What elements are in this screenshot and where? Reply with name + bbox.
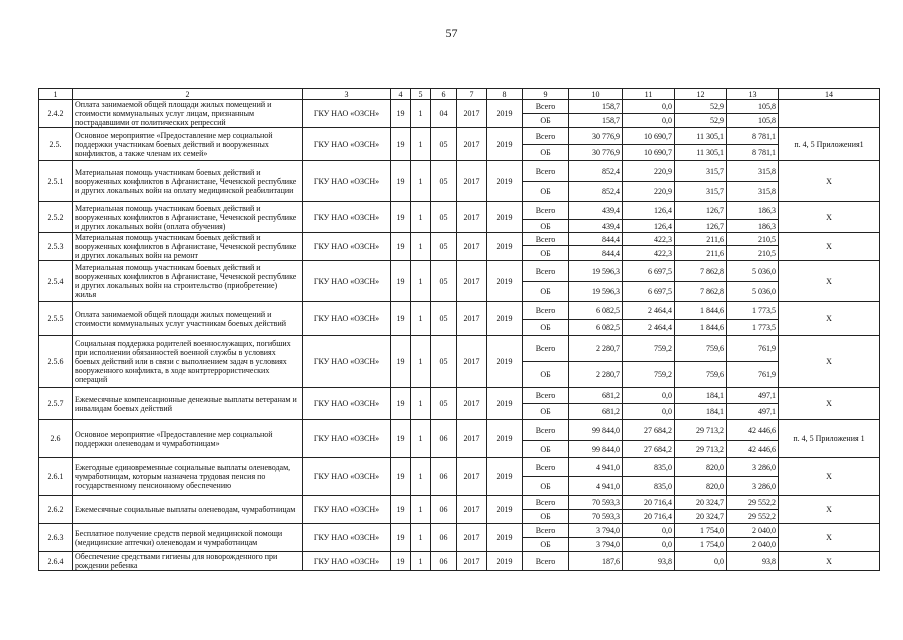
total-value: 439,4 xyxy=(569,220,623,233)
funding-source: ОБ xyxy=(523,145,569,161)
value-2018: 29 713,2 xyxy=(675,420,727,441)
code-col4: 19 xyxy=(391,128,411,161)
total-value: 2 280,7 xyxy=(569,336,623,362)
end-year: 2019 xyxy=(487,100,523,128)
funding-source: Всего xyxy=(523,496,569,510)
funding-source: Всего xyxy=(523,128,569,145)
header-cell: 2 xyxy=(73,89,303,100)
value-2017: 0,0 xyxy=(623,404,675,420)
value-2019: 2 040,0 xyxy=(727,524,779,538)
value-2019: 497,1 xyxy=(727,404,779,420)
value-2017: 759,2 xyxy=(623,336,675,362)
start-year: 2017 xyxy=(457,552,487,571)
value-2018: 820,0 xyxy=(675,477,727,496)
value-2018: 184,1 xyxy=(675,404,727,420)
value-2017: 220,9 xyxy=(623,182,675,202)
note: п. 4, 5 Приложения1 xyxy=(779,128,880,161)
code-col5: 1 xyxy=(411,496,431,524)
code-col6: 06 xyxy=(431,552,457,571)
executor: ГКУ НАО «ОЗСН» xyxy=(303,100,391,128)
funding-source: ОБ xyxy=(523,477,569,496)
code-col6: 06 xyxy=(431,458,457,496)
value-2018: 759,6 xyxy=(675,362,727,388)
value-2018: 20 324,7 xyxy=(675,496,727,510)
end-year: 2019 xyxy=(487,420,523,458)
value-2018: 0,0 xyxy=(675,552,727,571)
note: Х xyxy=(779,233,880,261)
funding-source: Всего xyxy=(523,420,569,441)
value-2017: 0,0 xyxy=(623,388,675,404)
start-year: 2017 xyxy=(457,302,487,336)
value-2019: 8 781,1 xyxy=(727,145,779,161)
table-row xyxy=(39,552,880,571)
item-description: Материальная помощь участникам боевых действий и вооруженных конфликтов в Афганистане, Чеченской республике и других локальных войн на ремонт xyxy=(73,233,303,261)
header-cell: 1 xyxy=(39,89,73,100)
value-2019: 3 286,0 xyxy=(727,477,779,496)
total-value: 3 794,0 xyxy=(569,538,623,552)
total-value: 3 794,0 xyxy=(569,524,623,538)
table-row xyxy=(39,458,880,477)
item-number: 2.6.4 xyxy=(39,552,73,571)
note: Х xyxy=(779,458,880,496)
code-col6: 05 xyxy=(431,128,457,161)
value-2018: 7 862,8 xyxy=(675,261,727,282)
code-col5: 1 xyxy=(411,302,431,336)
executor: ГКУ НАО «ОЗСН» xyxy=(303,128,391,161)
code-col6: 05 xyxy=(431,233,457,261)
value-2018: 820,0 xyxy=(675,458,727,477)
code-col5: 1 xyxy=(411,336,431,388)
value-2018: 11 305,1 xyxy=(675,128,727,145)
code-col5: 1 xyxy=(411,100,431,128)
value-2017: 422,3 xyxy=(623,246,675,261)
note: Х xyxy=(779,202,880,233)
value-2017: 2 464,4 xyxy=(623,320,675,336)
value-2018: 211,6 xyxy=(675,233,727,246)
value-2019: 29 552,2 xyxy=(727,510,779,524)
value-2019: 497,1 xyxy=(727,388,779,404)
total-value: 844,4 xyxy=(569,233,623,246)
budget-table xyxy=(38,88,880,571)
code-col5: 1 xyxy=(411,524,431,552)
end-year: 2019 xyxy=(487,261,523,302)
table-row xyxy=(39,388,880,404)
total-value: 2 280,7 xyxy=(569,362,623,388)
item-description: Обеспечение средствами гигиены для новорожденного при рождении ребенка xyxy=(73,552,303,571)
item-number: 2.5.6 xyxy=(39,336,73,388)
item-number: 2.5. xyxy=(39,128,73,161)
code-col5: 1 xyxy=(411,202,431,233)
table-row xyxy=(39,302,880,320)
total-value: 99 844,0 xyxy=(569,420,623,441)
start-year: 2017 xyxy=(457,336,487,388)
total-value: 852,4 xyxy=(569,161,623,182)
value-2017: 27 684,2 xyxy=(623,441,675,458)
start-year: 2017 xyxy=(457,202,487,233)
funding-source: Всего xyxy=(523,458,569,477)
item-description: Ежемесячные компенсационные денежные выплаты ветеранам и инвалидам боевых действий xyxy=(73,388,303,420)
code-col4: 19 xyxy=(391,496,411,524)
total-value: 19 596,3 xyxy=(569,261,623,282)
code-col6: 05 xyxy=(431,336,457,388)
start-year: 2017 xyxy=(457,496,487,524)
start-year: 2017 xyxy=(457,161,487,202)
code-col4: 19 xyxy=(391,161,411,202)
item-number: 2.5.3 xyxy=(39,233,73,261)
value-2017: 20 716,4 xyxy=(623,510,675,524)
executor: ГКУ НАО «ОЗСН» xyxy=(303,161,391,202)
note: п. 4, 5 Приложения 1 xyxy=(779,420,880,458)
value-2019: 761,9 xyxy=(727,362,779,388)
table-row xyxy=(39,202,880,220)
start-year: 2017 xyxy=(457,388,487,420)
item-description: Материальная помощь участникам боевых действий и вооруженных конфликтов в Афганистане, Чеченской республике и других локальных войн (оплата обучения) xyxy=(73,202,303,233)
value-2019: 1 773,5 xyxy=(727,320,779,336)
start-year: 2017 xyxy=(457,100,487,128)
end-year: 2019 xyxy=(487,128,523,161)
total-value: 70 593,3 xyxy=(569,510,623,524)
end-year: 2019 xyxy=(487,336,523,388)
value-2019: 42 446,6 xyxy=(727,420,779,441)
value-2019: 8 781,1 xyxy=(727,128,779,145)
code-col5: 1 xyxy=(411,261,431,302)
total-value: 6 082,5 xyxy=(569,302,623,320)
item-description: Бесплатное получение средств первой медицинской помощи (медицинские аптечки) оленеводам и чумработницам xyxy=(73,524,303,552)
executor: ГКУ НАО «ОЗСН» xyxy=(303,388,391,420)
value-2019: 210,5 xyxy=(727,246,779,261)
funding-source: ОБ xyxy=(523,441,569,458)
note: Х xyxy=(779,524,880,552)
executor: ГКУ НАО «ОЗСН» xyxy=(303,420,391,458)
total-value: 30 776,9 xyxy=(569,145,623,161)
value-2017: 0,0 xyxy=(623,114,675,128)
value-2017: 220,9 xyxy=(623,161,675,182)
page-number: 57 xyxy=(445,26,458,40)
executor: ГКУ НАО «ОЗСН» xyxy=(303,302,391,336)
start-year: 2017 xyxy=(457,233,487,261)
item-description: Основное мероприятие «Предоставление мер социальной поддержки оленеводам и чумработницам» xyxy=(73,420,303,458)
value-2017: 0,0 xyxy=(623,524,675,538)
value-2019: 315,8 xyxy=(727,182,779,202)
value-2017: 759,2 xyxy=(623,362,675,388)
item-description: Ежемесячные социальные выплаты оленеводам, чумработницам xyxy=(73,496,303,524)
executor: ГКУ НАО «ОЗСН» xyxy=(303,496,391,524)
funding-source: ОБ xyxy=(523,114,569,128)
item-number: 2.5.4 xyxy=(39,261,73,302)
code-col4: 19 xyxy=(391,302,411,336)
code-col4: 19 xyxy=(391,458,411,496)
note: Х xyxy=(779,552,880,571)
executor: ГКУ НАО «ОЗСН» xyxy=(303,552,391,571)
code-col6: 05 xyxy=(431,388,457,420)
total-value: 99 844,0 xyxy=(569,441,623,458)
value-2017: 126,4 xyxy=(623,220,675,233)
code-col4: 19 xyxy=(391,524,411,552)
header-cell: 3 xyxy=(303,89,391,100)
item-number: 2.4.2 xyxy=(39,100,73,128)
value-2019: 42 446,6 xyxy=(727,441,779,458)
code-col6: 04 xyxy=(431,100,457,128)
total-value: 187,6 xyxy=(569,552,623,571)
start-year: 2017 xyxy=(457,261,487,302)
table-row xyxy=(39,233,880,246)
header-cell: 9 xyxy=(523,89,569,100)
code-col4: 19 xyxy=(391,233,411,261)
code-col6: 06 xyxy=(431,420,457,458)
value-2018: 11 305,1 xyxy=(675,145,727,161)
table-row xyxy=(39,161,880,182)
header-cell: 13 xyxy=(727,89,779,100)
funding-source: Всего xyxy=(523,524,569,538)
table-row xyxy=(39,128,880,145)
value-2017: 27 684,2 xyxy=(623,420,675,441)
header-cell: 7 xyxy=(457,89,487,100)
item-number: 2.5.5 xyxy=(39,302,73,336)
end-year: 2019 xyxy=(487,524,523,552)
note: Х xyxy=(779,302,880,336)
value-2019: 315,8 xyxy=(727,161,779,182)
note: Х xyxy=(779,496,880,524)
value-2019: 5 036,0 xyxy=(727,261,779,282)
total-value: 681,2 xyxy=(569,388,623,404)
item-number: 2.5.2 xyxy=(39,202,73,233)
end-year: 2019 xyxy=(487,233,523,261)
total-value: 158,7 xyxy=(569,114,623,128)
total-value: 4 941,0 xyxy=(569,477,623,496)
header-cell: 8 xyxy=(487,89,523,100)
total-value: 158,7 xyxy=(569,100,623,114)
value-2019: 29 552,2 xyxy=(727,496,779,510)
funding-source: ОБ xyxy=(523,282,569,302)
total-value: 439,4 xyxy=(569,202,623,220)
header-cell: 11 xyxy=(623,89,675,100)
executor: ГКУ НАО «ОЗСН» xyxy=(303,202,391,233)
start-year: 2017 xyxy=(457,524,487,552)
value-2019: 186,3 xyxy=(727,220,779,233)
funding-source: Всего xyxy=(523,202,569,220)
start-year: 2017 xyxy=(457,420,487,458)
value-2017: 10 690,7 xyxy=(623,128,675,145)
note: Х xyxy=(779,388,880,420)
end-year: 2019 xyxy=(487,552,523,571)
total-value: 6 082,5 xyxy=(569,320,623,336)
value-2017: 835,0 xyxy=(623,458,675,477)
value-2018: 29 713,2 xyxy=(675,441,727,458)
value-2018: 1 754,0 xyxy=(675,538,727,552)
total-value: 4 941,0 xyxy=(569,458,623,477)
code-col6: 05 xyxy=(431,202,457,233)
note: Х xyxy=(779,336,880,388)
value-2019: 5 036,0 xyxy=(727,282,779,302)
value-2018: 184,1 xyxy=(675,388,727,404)
funding-source: ОБ xyxy=(523,362,569,388)
value-2019: 186,3 xyxy=(727,202,779,220)
item-number: 2.6.1 xyxy=(39,458,73,496)
item-description: Материальная помощь участникам боевых действий и вооруженных конфликтов в Афганистане, Чеченской республике и других локальных войн на оплату медицинской реабилитации xyxy=(73,161,303,202)
item-description: Ежегодные единовременные социальные выплаты оленеводам, чумработницам, которым назначена трудовая пенсия по государственному пенсионному обеспечению xyxy=(73,458,303,496)
table-row xyxy=(39,496,880,510)
end-year: 2019 xyxy=(487,161,523,202)
value-2017: 126,4 xyxy=(623,202,675,220)
value-2018: 126,7 xyxy=(675,220,727,233)
total-value: 30 776,9 xyxy=(569,128,623,145)
value-2018: 52,9 xyxy=(675,114,727,128)
value-2019: 3 286,0 xyxy=(727,458,779,477)
code-col4: 19 xyxy=(391,100,411,128)
start-year: 2017 xyxy=(457,458,487,496)
code-col6: 05 xyxy=(431,161,457,202)
code-col6: 06 xyxy=(431,524,457,552)
item-number: 2.6 xyxy=(39,420,73,458)
item-description: Материальная помощь участникам боевых действий и вооруженных конфликтов в Афганистане, Чеченской республике и других локальных войн на строительство (приобретение) жилья xyxy=(73,261,303,302)
value-2017: 6 697,5 xyxy=(623,282,675,302)
end-year: 2019 xyxy=(487,496,523,524)
table-row xyxy=(39,524,880,538)
executor: ГКУ НАО «ОЗСН» xyxy=(303,233,391,261)
code-col5: 1 xyxy=(411,161,431,202)
value-2018: 52,9 xyxy=(675,100,727,114)
value-2018: 315,7 xyxy=(675,182,727,202)
funding-source: ОБ xyxy=(523,220,569,233)
end-year: 2019 xyxy=(487,302,523,336)
value-2018: 126,7 xyxy=(675,202,727,220)
table-row xyxy=(39,420,880,441)
funding-source: Всего xyxy=(523,233,569,246)
total-value: 70 593,3 xyxy=(569,496,623,510)
funding-source: Всего xyxy=(523,100,569,114)
funding-source: Всего xyxy=(523,302,569,320)
executor: ГКУ НАО «ОЗСН» xyxy=(303,261,391,302)
funding-source: ОБ xyxy=(523,404,569,420)
total-value: 681,2 xyxy=(569,404,623,420)
total-value: 852,4 xyxy=(569,182,623,202)
funding-source: ОБ xyxy=(523,538,569,552)
value-2019: 105,8 xyxy=(727,114,779,128)
header-cell: 14 xyxy=(779,89,880,100)
value-2019: 93,8 xyxy=(727,552,779,571)
code-col5: 1 xyxy=(411,233,431,261)
table-row xyxy=(39,100,880,114)
value-2019: 2 040,0 xyxy=(727,538,779,552)
funding-source: Всего xyxy=(523,336,569,362)
note: Х xyxy=(779,161,880,202)
code-col5: 1 xyxy=(411,128,431,161)
value-2018: 1 844,6 xyxy=(675,320,727,336)
item-description: Социальная поддержка родителей военнослужащих, погибших при исполнении обязанностей военной службы в условиях боевых действий или в связи с выполнением задач в условиях вооруженного конфликта, в ходе контртеррористических операций xyxy=(73,336,303,388)
code-col4: 19 xyxy=(391,202,411,233)
code-col6: 05 xyxy=(431,302,457,336)
start-year: 2017 xyxy=(457,128,487,161)
item-description: Оплата занимаемой общей площади жилых помещений и стоимости коммунальных услуг участникам боевых действий xyxy=(73,302,303,336)
funding-source: Всего xyxy=(523,388,569,404)
value-2018: 211,6 xyxy=(675,246,727,261)
executor: ГКУ НАО «ОЗСН» xyxy=(303,336,391,388)
value-2019: 210,5 xyxy=(727,233,779,246)
funding-source: ОБ xyxy=(523,320,569,336)
value-2018: 1 844,6 xyxy=(675,302,727,320)
item-description: Оплата занимаемой общей площади жилых помещений и стоимости коммунальных услуг лицам, признанным пострадавшими от политических репрессий xyxy=(73,100,303,128)
value-2018: 1 754,0 xyxy=(675,524,727,538)
value-2017: 10 690,7 xyxy=(623,145,675,161)
total-value: 844,4 xyxy=(569,246,623,261)
end-year: 2019 xyxy=(487,202,523,233)
value-2018: 20 324,7 xyxy=(675,510,727,524)
code-col4: 19 xyxy=(391,388,411,420)
funding-source: Всего xyxy=(523,261,569,282)
item-description: Основное мероприятие «Предоставление мер социальной поддержки участникам боевых действий и вооруженных конфликтов, а также членам их семей» xyxy=(73,128,303,161)
value-2019: 105,8 xyxy=(727,100,779,114)
funding-source: Всего xyxy=(523,161,569,182)
item-number: 2.5.1 xyxy=(39,161,73,202)
code-col5: 1 xyxy=(411,388,431,420)
code-col4: 19 xyxy=(391,261,411,302)
code-col4: 19 xyxy=(391,336,411,388)
funding-source: ОБ xyxy=(523,182,569,202)
funding-source: ОБ xyxy=(523,510,569,524)
value-2017: 0,0 xyxy=(623,538,675,552)
value-2019: 1 773,5 xyxy=(727,302,779,320)
value-2017: 20 716,4 xyxy=(623,496,675,510)
executor: ГКУ НАО «ОЗСН» xyxy=(303,458,391,496)
value-2017: 422,3 xyxy=(623,233,675,246)
value-2017: 0,0 xyxy=(623,100,675,114)
code-col4: 19 xyxy=(391,420,411,458)
code-col5: 1 xyxy=(411,552,431,571)
end-year: 2019 xyxy=(487,458,523,496)
note xyxy=(779,100,880,128)
header-cell: 4 xyxy=(391,89,411,100)
value-2018: 759,6 xyxy=(675,336,727,362)
code-col4: 19 xyxy=(391,552,411,571)
value-2019: 761,9 xyxy=(727,336,779,362)
header-cell: 10 xyxy=(569,89,623,100)
header-cell: 6 xyxy=(431,89,457,100)
note: Х xyxy=(779,261,880,302)
header-cell: 5 xyxy=(411,89,431,100)
code-col6: 06 xyxy=(431,496,457,524)
executor: ГКУ НАО «ОЗСН» xyxy=(303,524,391,552)
table-row xyxy=(39,336,880,362)
table-row xyxy=(39,261,880,282)
value-2018: 7 862,8 xyxy=(675,282,727,302)
item-number: 2.5.7 xyxy=(39,388,73,420)
header-cell: 12 xyxy=(675,89,727,100)
item-number: 2.6.3 xyxy=(39,524,73,552)
value-2018: 315,7 xyxy=(675,161,727,182)
total-value: 19 596,3 xyxy=(569,282,623,302)
funding-source: ОБ xyxy=(523,246,569,261)
code-col5: 1 xyxy=(411,458,431,496)
value-2017: 93,8 xyxy=(623,552,675,571)
value-2017: 6 697,5 xyxy=(623,261,675,282)
code-col5: 1 xyxy=(411,420,431,458)
end-year: 2019 xyxy=(487,388,523,420)
value-2017: 2 464,4 xyxy=(623,302,675,320)
funding-source: Всего xyxy=(523,552,569,571)
header-row xyxy=(39,89,880,100)
value-2017: 835,0 xyxy=(623,477,675,496)
code-col6: 05 xyxy=(431,261,457,302)
item-number: 2.6.2 xyxy=(39,496,73,524)
